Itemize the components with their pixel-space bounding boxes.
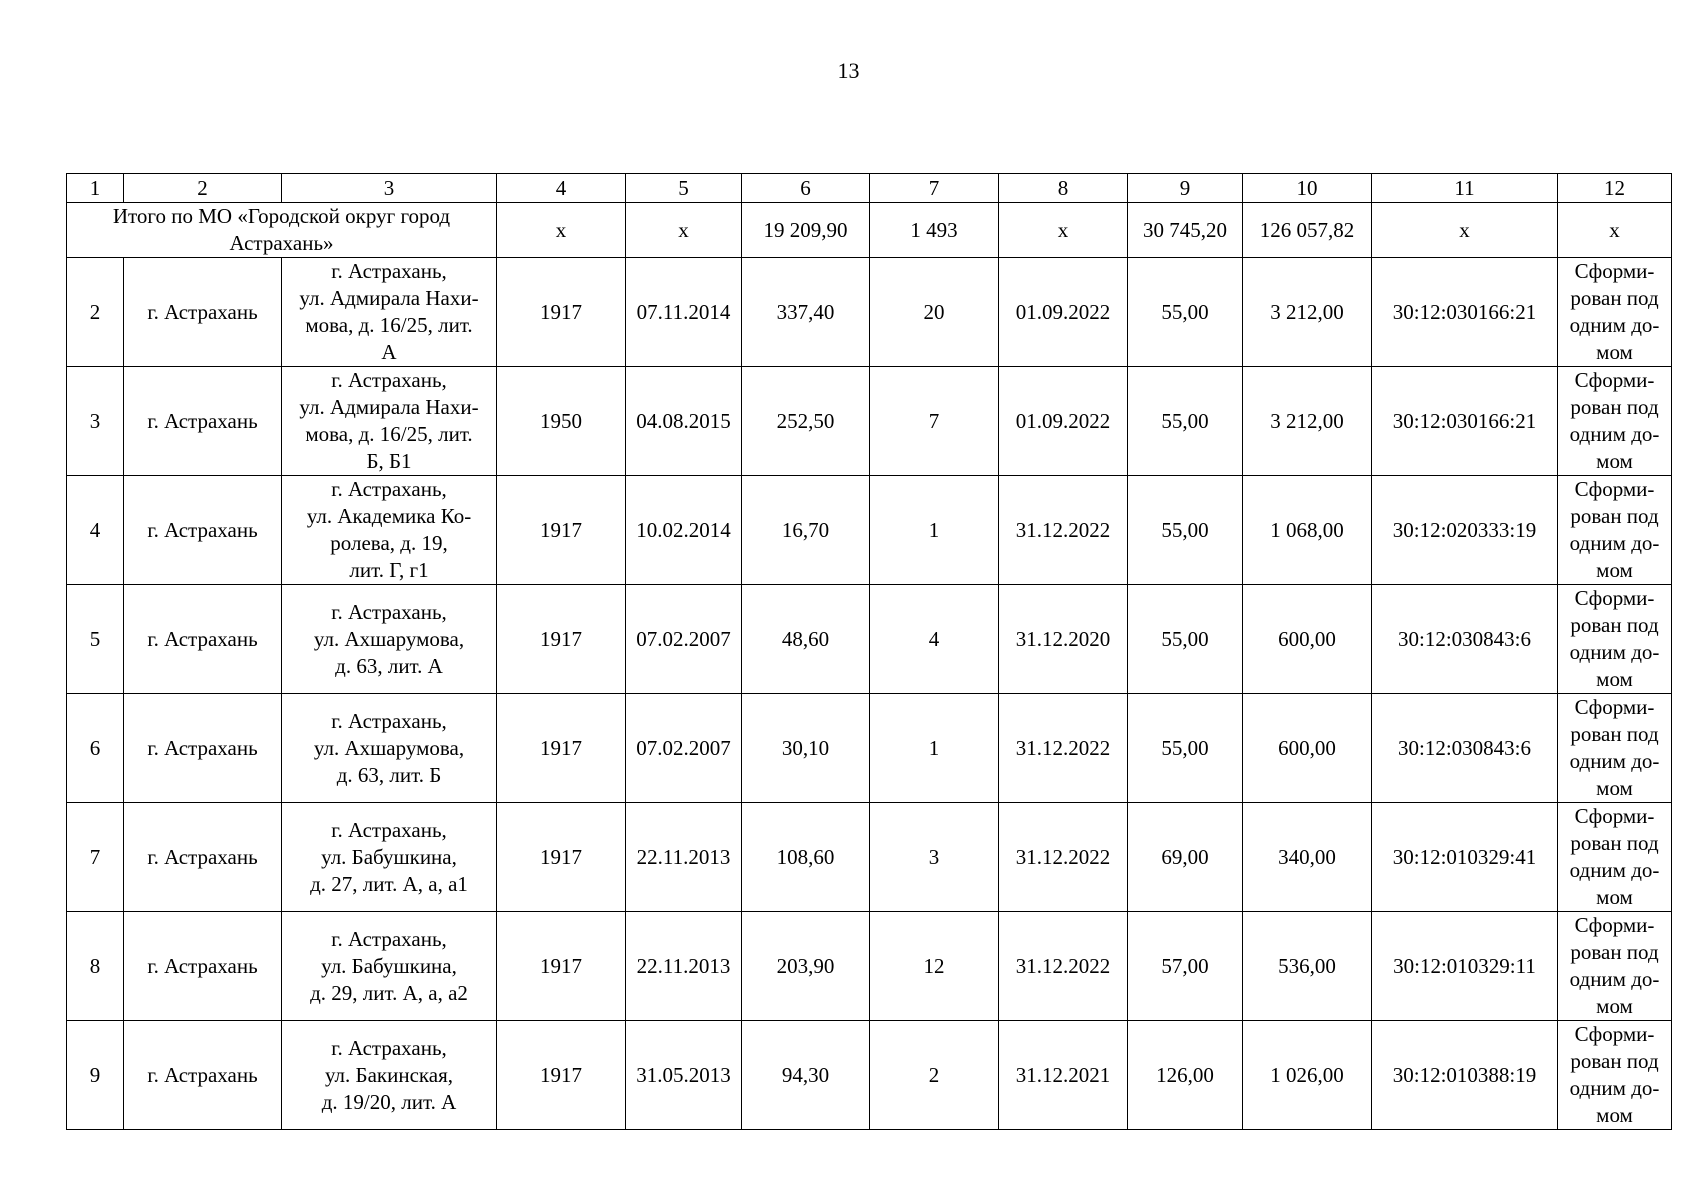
row-number: 6	[67, 694, 124, 803]
address-cell	[282, 912, 497, 1021]
address-cell-line: А	[381, 340, 397, 364]
value-cell: 600,00	[1243, 585, 1372, 694]
note-cell-line: Сформи-	[1574, 477, 1655, 501]
address-cell	[282, 367, 497, 476]
note-cell-line: рован под	[1570, 722, 1659, 746]
column-number: 9	[1128, 174, 1243, 203]
note-cell-line: одним до-	[1569, 422, 1660, 446]
address-cell-line: ул. Адмирала Нахи-	[299, 286, 479, 310]
count-cell: 12	[870, 912, 999, 1021]
address-cell	[282, 476, 497, 585]
city-cell: г. Астрахань	[124, 258, 282, 367]
row-number: 8	[67, 912, 124, 1021]
column-number: 8	[999, 174, 1128, 203]
total-row	[67, 203, 1672, 258]
address-cell-line: г. Астрахань,	[331, 368, 447, 392]
row-number: 5	[67, 585, 124, 694]
note-cell-line: Сформи-	[1574, 913, 1655, 937]
address-cell-line: г. Астрахань,	[331, 599, 447, 624]
row-number: 4	[67, 476, 124, 585]
value-cell: 3 212,00	[1243, 258, 1372, 367]
value-cell: 57,00	[1128, 912, 1243, 1021]
deadline-cell: 31.12.2020	[999, 585, 1128, 694]
column-number: 6	[742, 174, 870, 203]
cadastre-cell: 30:12:030166:21	[1372, 258, 1558, 367]
value-cell: 55,00	[1128, 694, 1243, 803]
address-cell-line: мова, д. 16/25, лит.	[305, 422, 473, 446]
year-cell: 1917	[497, 912, 626, 1021]
count-cell: 7	[870, 367, 999, 476]
column-number-row	[67, 174, 1672, 203]
year-cell: 1917	[497, 476, 626, 585]
address-cell-line: ул. Бабушкина,	[321, 844, 457, 869]
value-cell: 55,00	[1128, 476, 1243, 585]
total-cell: х	[1372, 203, 1558, 258]
year-cell: 1950	[497, 367, 626, 476]
note-cell	[1558, 694, 1672, 803]
row-number: 3	[67, 367, 124, 476]
address-cell-line: ролева, д. 19,	[330, 531, 448, 555]
cadastre-cell: 30:12:030843:6	[1372, 694, 1558, 803]
note-cell-line: мом	[1596, 776, 1633, 800]
value-cell: 55,00	[1128, 258, 1243, 367]
value-cell: 55,00	[1128, 585, 1243, 694]
date-cell: 07.02.2007	[626, 694, 742, 803]
note-cell-line: одним до-	[1569, 1076, 1660, 1100]
note-cell-line: мом	[1596, 885, 1633, 909]
note-cell-line: одним до-	[1569, 749, 1660, 773]
city-cell: г. Астрахань	[124, 367, 282, 476]
area-cell: 252,50	[742, 367, 870, 476]
note-cell-line: одним до-	[1569, 858, 1660, 882]
cadastre-cell: 30:12:020333:19	[1372, 476, 1558, 585]
address-cell-line: д. 63, лит. А	[335, 653, 443, 678]
table-row	[67, 367, 1672, 476]
note-cell-line: Сформи-	[1574, 695, 1655, 719]
table-row	[67, 585, 1672, 694]
cadastre-cell: 30:12:010329:11	[1372, 912, 1558, 1021]
note-cell-line: рован под	[1570, 940, 1659, 964]
total-count: 1 493	[870, 203, 999, 258]
area-cell: 108,60	[742, 803, 870, 912]
address-cell-line: г. Астрахань,	[331, 817, 447, 842]
table-row	[67, 476, 1672, 585]
address-cell-line: д. 63, лит. Б	[336, 762, 442, 787]
column-number: 2	[124, 174, 282, 203]
count-cell: 1	[870, 476, 999, 585]
housing-register-table	[66, 173, 1672, 1130]
table-row	[67, 1021, 1672, 1130]
note-cell-line: рован под	[1570, 504, 1659, 528]
year-cell: 1917	[497, 585, 626, 694]
note-cell-line: одним до-	[1569, 531, 1660, 555]
date-cell: 22.11.2013	[626, 803, 742, 912]
date-cell: 31.05.2013	[626, 1021, 742, 1130]
value-cell: 126,00	[1128, 1021, 1243, 1130]
deadline-cell: 31.12.2022	[999, 694, 1128, 803]
note-cell-line: одним до-	[1569, 313, 1660, 337]
count-cell: 3	[870, 803, 999, 912]
note-cell-line: мом	[1596, 449, 1633, 473]
address-cell-line: ул. Ахшарумова,	[313, 735, 465, 760]
cadastre-cell: 30:12:010329:41	[1372, 803, 1558, 912]
city-cell: г. Астрахань	[124, 694, 282, 803]
date-cell: 07.02.2007	[626, 585, 742, 694]
value-cell: 1 068,00	[1243, 476, 1372, 585]
area-cell: 337,40	[742, 258, 870, 367]
column-number: 12	[1558, 174, 1672, 203]
total-label: Итого по МО «Городской округ город Астрахань»	[67, 203, 497, 258]
note-cell-line: мом	[1596, 1103, 1633, 1127]
year-cell: 1917	[497, 258, 626, 367]
area-cell: 16,70	[742, 476, 870, 585]
column-number: 7	[870, 174, 999, 203]
address-cell-line: г. Астрахань,	[331, 477, 447, 501]
address-cell-line: ул. Адмирала Нахи-	[299, 395, 479, 419]
total-area: 19 209,90	[742, 203, 870, 258]
note-cell-line: мом	[1596, 558, 1633, 582]
note-cell	[1558, 367, 1672, 476]
address-cell	[282, 1021, 497, 1130]
deadline-cell: 31.12.2022	[999, 476, 1128, 585]
deadline-cell: 31.12.2022	[999, 912, 1128, 1021]
city-cell: г. Астрахань	[124, 476, 282, 585]
column-number: 1	[67, 174, 124, 203]
deadline-cell: 31.12.2022	[999, 803, 1128, 912]
deadline-cell: 01.09.2022	[999, 367, 1128, 476]
address-cell-line: г. Астрахань,	[331, 926, 447, 951]
note-cell-line: рован под	[1570, 831, 1659, 855]
note-cell-line: Сформи-	[1574, 1022, 1655, 1046]
column-number: 10	[1243, 174, 1372, 203]
value-cell: 69,00	[1128, 803, 1243, 912]
address-cell	[282, 694, 497, 803]
address-cell-line: г. Астрахань,	[331, 259, 447, 283]
count-cell: 4	[870, 585, 999, 694]
total-cell: х	[626, 203, 742, 258]
address-cell-line: лит. Г, г1	[349, 558, 429, 582]
address-cell-line: ул. Бабушкина,	[321, 953, 457, 978]
row-number: 2	[67, 258, 124, 367]
date-cell: 10.02.2014	[626, 476, 742, 585]
address-cell-line: Б, Б1	[366, 449, 412, 473]
column-number: 11	[1372, 174, 1558, 203]
note-cell	[1558, 803, 1672, 912]
address-cell-line: ул. Бакинская,	[324, 1062, 454, 1087]
column-number: 5	[626, 174, 742, 203]
column-number: 3	[282, 174, 497, 203]
value-cell: 1 026,00	[1243, 1021, 1372, 1130]
address-cell-line: д. 29, лит. А, а, а2	[310, 980, 468, 1005]
table-row	[67, 258, 1672, 367]
total-cell: 30 745,20	[1128, 203, 1243, 258]
note-cell-line: мом	[1596, 994, 1633, 1018]
note-cell-line: рован под	[1570, 395, 1659, 419]
city-cell: г. Астрахань	[124, 912, 282, 1021]
date-cell: 22.11.2013	[626, 912, 742, 1021]
count-cell: 1	[870, 694, 999, 803]
city-cell: г. Астрахань	[124, 803, 282, 912]
note-cell-line: рован под	[1570, 286, 1659, 310]
area-cell: 30,10	[742, 694, 870, 803]
value-cell: 600,00	[1243, 694, 1372, 803]
note-cell-line: Сформи-	[1574, 368, 1655, 392]
year-cell: 1917	[497, 694, 626, 803]
address-cell	[282, 803, 497, 912]
total-cell: х	[999, 203, 1128, 258]
total-cell: х	[1558, 203, 1672, 258]
row-number: 7	[67, 803, 124, 912]
total-cell: х	[497, 203, 626, 258]
note-cell	[1558, 912, 1672, 1021]
city-cell: г. Астрахань	[124, 1021, 282, 1130]
note-cell-line: Сформи-	[1574, 259, 1655, 283]
date-cell: 07.11.2014	[626, 258, 742, 367]
note-cell	[1558, 1021, 1672, 1130]
page-number: 13	[837, 58, 860, 83]
note-cell-line: Сформи-	[1574, 586, 1655, 610]
table-row	[67, 694, 1672, 803]
address-cell-line: ул. Академика Ко-	[306, 504, 472, 528]
note-cell-line: рован под	[1570, 613, 1659, 637]
table-row	[67, 803, 1672, 912]
note-cell-line: мом	[1596, 340, 1633, 364]
address-cell	[282, 585, 497, 694]
date-cell: 04.08.2015	[626, 367, 742, 476]
note-cell-line: Сформи-	[1574, 804, 1655, 828]
value-cell: 340,00	[1243, 803, 1372, 912]
value-cell: 536,00	[1243, 912, 1372, 1021]
value-cell: 55,00	[1128, 367, 1243, 476]
address-cell-line: ул. Ахшарумова,	[313, 626, 465, 651]
address-cell-line: д. 27, лит. А, а, а1	[310, 871, 468, 896]
value-cell: 3 212,00	[1243, 367, 1372, 476]
table-row	[67, 912, 1672, 1021]
note-cell-line: одним до-	[1569, 640, 1660, 664]
column-number: 4	[497, 174, 626, 203]
address-cell	[282, 258, 497, 367]
cadastre-cell: 30:12:030843:6	[1372, 585, 1558, 694]
cadastre-cell: 30:12:010388:19	[1372, 1021, 1558, 1130]
note-cell	[1558, 258, 1672, 367]
address-cell-line: д. 19/20, лит. А	[321, 1089, 457, 1114]
area-cell: 203,90	[742, 912, 870, 1021]
deadline-cell: 01.09.2022	[999, 258, 1128, 367]
year-cell: 1917	[497, 1021, 626, 1130]
area-cell: 94,30	[742, 1021, 870, 1130]
count-cell: 20	[870, 258, 999, 367]
row-number: 9	[67, 1021, 124, 1130]
note-cell	[1558, 585, 1672, 694]
address-cell-line: г. Астрахань,	[331, 1035, 447, 1060]
note-cell-line: мом	[1596, 667, 1633, 691]
address-cell-line: г. Астрахань,	[331, 708, 447, 733]
deadline-cell: 31.12.2021	[999, 1021, 1128, 1130]
count-cell: 2	[870, 1021, 999, 1130]
note-cell	[1558, 476, 1672, 585]
address-cell-line: мова, д. 16/25, лит.	[305, 313, 473, 337]
total-cell: 126 057,82	[1243, 203, 1372, 258]
area-cell: 48,60	[742, 585, 870, 694]
note-cell-line: одним до-	[1569, 967, 1660, 991]
year-cell: 1917	[497, 803, 626, 912]
city-cell: г. Астрахань	[124, 585, 282, 694]
note-cell-line: рован под	[1570, 1049, 1659, 1073]
cadastre-cell: 30:12:030166:21	[1372, 367, 1558, 476]
